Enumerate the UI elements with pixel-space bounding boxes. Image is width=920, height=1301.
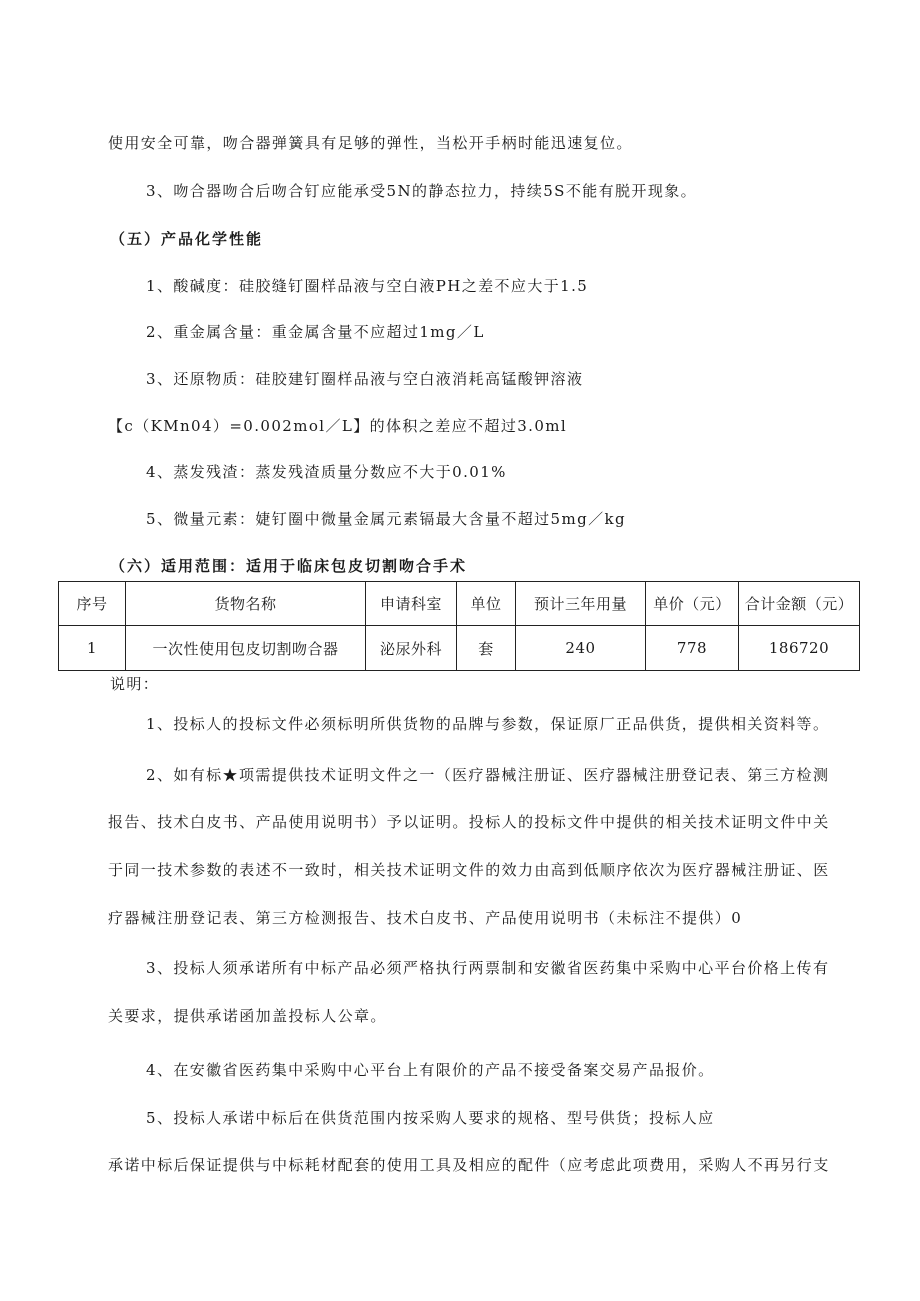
paragraph: 使用安全可靠，吻合器弹簧具有足够的弹性，当松开手柄时能迅速复位。 xyxy=(108,134,633,152)
paragraph: 4、蒸发残渣：蒸发残渣质量分数应不大于0.01% xyxy=(146,463,507,481)
table-header-cell: 货物名称 xyxy=(126,582,366,626)
star-icon: ★ xyxy=(222,766,239,784)
table-header-row xyxy=(59,582,860,626)
table-header-cell: 预计三年用量 xyxy=(516,582,646,626)
section-title: （六）适用范围：适用于临床包皮切割吻合手术 xyxy=(110,557,468,575)
table-cell: 186720 xyxy=(739,626,860,671)
table-header-cell: 合计金额（元） xyxy=(739,582,860,626)
paragraph: 报告、技术白皮书、产品使用说明书）予以证明。投标人的投标文件中提供的相关技术证明文件中关 xyxy=(108,813,830,831)
table-cell: 240 xyxy=(516,626,646,671)
paragraph: 1、投标人的投标文件必须标明所供货物的品牌与参数，保证原厂正品供货，提供相关资料等。 xyxy=(146,715,830,733)
section-title: （五）产品化学性能 xyxy=(110,230,264,248)
table-header-cell: 单价（元） xyxy=(646,582,739,626)
paragraph: 4、在安徽省医药集中采购中心平台上有限价的产品不接受备案交易产品报价。 xyxy=(146,1061,715,1079)
table-row xyxy=(59,626,860,671)
note-text: 项需提供技术证明文件之一（医疗器械注册证、医疗器械注册登记表、第三方检测 xyxy=(238,766,830,784)
table-cell: 套 xyxy=(457,626,516,671)
paragraph: 于同一技术参数的表述不一致时，相关技术证明文件的效力由高到低顺序依次为医疗器械注册证、医 xyxy=(108,861,830,879)
paragraph: 5、微量元素：婕钉圈中微量金属元素镉最大含量不超过5mg／kg xyxy=(146,510,627,528)
table-header-cell: 申请科室 xyxy=(366,582,457,626)
paragraph xyxy=(146,765,829,785)
table-cell: 泌尿外科 xyxy=(366,626,457,671)
table-header-cell: 序号 xyxy=(59,582,126,626)
paragraph: 疗器械注册登记表、第三方检测报告、技术白皮书、产品使用说明书（未标注不提供）0 xyxy=(108,909,743,927)
table-cell: 一次性使用包皮切割吻合器 xyxy=(126,626,366,671)
paragraph: 3、还原物质：硅胶建钉圈样品液与空白液消耗高锰酸钾溶液 xyxy=(146,370,584,388)
paragraph: 【c（KMn04）=0.002mol／L】的体积之差应不超过3.0ml xyxy=(108,417,568,435)
note-text: 2、如有标 xyxy=(146,766,223,784)
paragraph: 1、酸碱度：硅胶缝钉圈样品液与空白液PH之差不应大于1.5 xyxy=(146,277,589,295)
table-header-cell: 单位 xyxy=(457,582,516,626)
table-cell: 778 xyxy=(646,626,739,671)
goods-table xyxy=(58,581,860,671)
paragraph: 3、投标人须承诺所有中标产品必须严格执行两票制和安徽省医药集中采购中心平台价格上传有 xyxy=(146,959,830,977)
paragraph: 5、投标人承诺中标后在供货范围内按采购人要求的规格、型号供货；投标人应 xyxy=(146,1109,715,1127)
paragraph: 2、重金属含量：重金属含量不应超过1mg／L xyxy=(146,323,485,341)
paragraph: 3、吻合器吻合后吻合钉应能承受5N的静态拉力，持续5S不能有脱开现象。 xyxy=(146,182,698,200)
notes-title: 说明： xyxy=(110,675,160,693)
paragraph: 关要求，提供承诺函加盖投标人公章。 xyxy=(108,1007,387,1025)
table-cell: 1 xyxy=(59,626,126,671)
paragraph: 承诺中标后保证提供与中标耗材配套的使用工具及相应的配件（应考虑此项费用，采购人不再另行支 xyxy=(108,1156,830,1174)
